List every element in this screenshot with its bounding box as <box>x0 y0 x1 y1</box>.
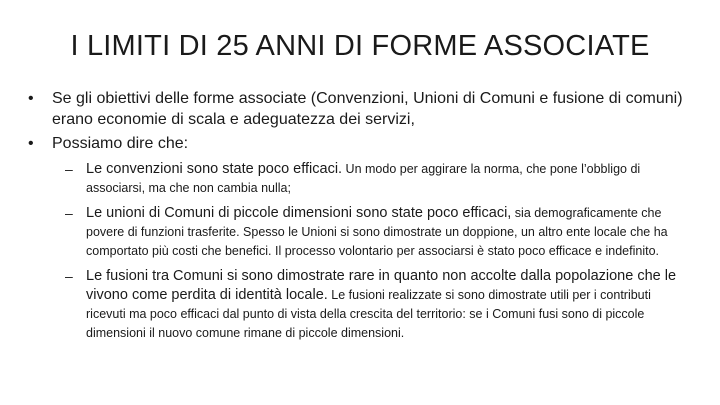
sub-bullet-marker: – <box>65 205 73 221</box>
bullet-item <box>28 88 692 130</box>
bullet-item <box>28 133 692 154</box>
sub-bullet-lead: Le unioni di Comuni di piccole dimensioni sono state poco efficaci, <box>86 205 512 221</box>
sub-bullet-item <box>28 204 692 261</box>
sub-bullet-text: Un modo per aggirare la norma, che pone l’obbligo di associarsi, ma che non cambia nulla; <box>86 162 641 195</box>
slide-title: I LIMITI DI 25 ANNI DI FORME ASSOCIATE <box>70 30 650 62</box>
slide-content <box>28 88 692 345</box>
bullet-marker: • <box>28 90 34 107</box>
bullet-text: Se gli obiettivi delle forme associate (Convenzioni, Unioni di Comuni e fusione di comuni) erano economie di scala e adeguatezza dei servizi, <box>52 90 683 128</box>
sub-bullet-marker: – <box>65 161 73 177</box>
bullet-marker: • <box>28 135 34 152</box>
sub-bullet-text: Le fusioni realizzate si sono dimostrate utili per i contributi ricevuti ma poco efficaci dal punto di vista della crescita del territorio: se i Comuni fusi sono di piccole dimensioni il nuovo comune rimane di piccole dimensioni. <box>86 288 651 340</box>
sub-bullet-marker: – <box>65 268 73 284</box>
sub-bullet-lead: Le convenzioni sono state poco efficaci. <box>86 161 343 177</box>
sub-bullet-lead: Le fusioni tra Comuni si sono dimostrate rare in quanto non accolte dalla popolazione che le vivono come perdita di identità locale. <box>86 268 677 303</box>
sub-bullet-text: sia demograficamente che povere di funzioni trasferite. Spesso le Unioni si sono dimostrate un doppione, un altro ente locale che ha comportato più costi che benefici. Il processo volontario per associarsi è stato poco efficace e indefinito. <box>86 206 668 258</box>
bullet-text: Possiamo dire che: <box>52 135 189 152</box>
sub-bullet-item <box>28 267 692 343</box>
sub-bullet-item <box>28 160 692 198</box>
